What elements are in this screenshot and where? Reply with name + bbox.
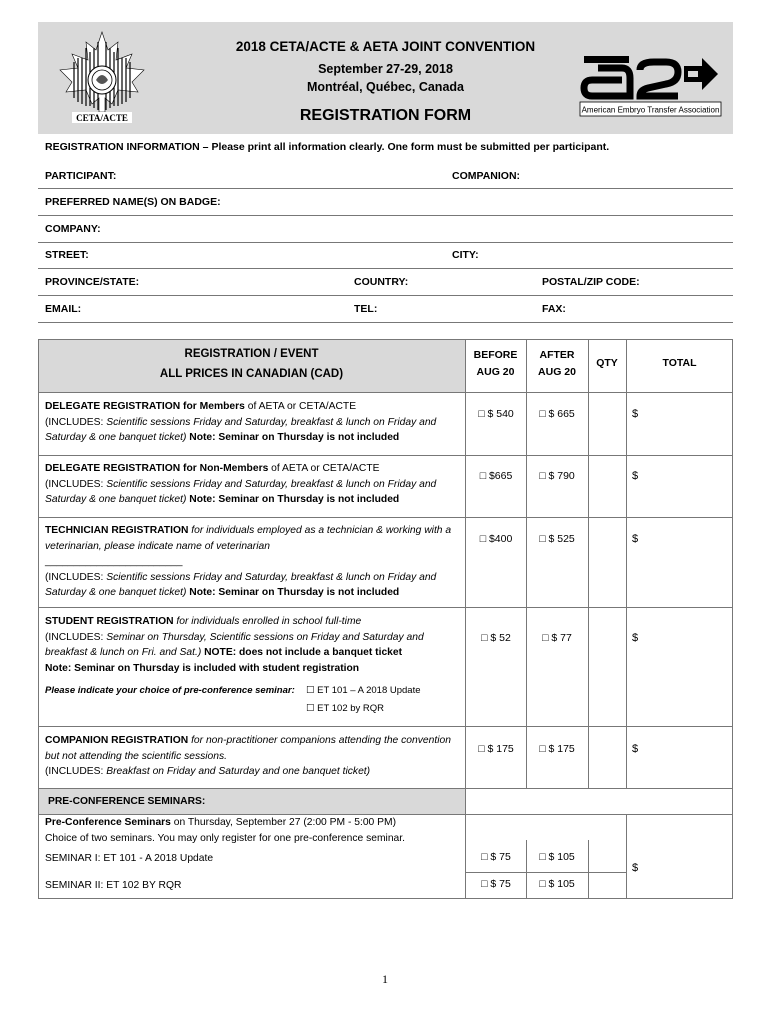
seminar-1-before-checkbox[interactable]: □ $ 75	[481, 851, 511, 863]
ceta-acte-logo-text: CETA/ACTE	[76, 113, 128, 123]
registration-instructions: REGISTRATION INFORMATION – Please print all information clearly. One form must be submitted per participant.	[45, 141, 610, 153]
seminar-choice-label: Please indicate your choice of pre-conference seminar:	[45, 685, 295, 696]
head-event-1: REGISTRATION / EVENT	[184, 348, 319, 360]
province-label: PROVINCE/STATE:	[45, 276, 140, 288]
form-title: REGISTRATION FORM	[299, 107, 472, 124]
row-divider	[465, 872, 626, 873]
price-before-checkbox[interactable]: □ $665	[479, 470, 513, 482]
event-location: Montréal, Québec, Canada	[307, 80, 464, 94]
street-label: STREET:	[45, 249, 89, 261]
col-divider-4b	[626, 814, 627, 899]
city-label: CITY:	[452, 249, 479, 261]
seminar-1-after-checkbox[interactable]: □ $ 105	[539, 851, 575, 863]
price-before-checkbox[interactable]: □ $ 52	[481, 632, 511, 644]
price-after-checkbox[interactable]: □ $ 665	[539, 408, 575, 420]
aeta-logo	[578, 54, 723, 124]
price-after-checkbox[interactable]: □ $ 525	[539, 533, 575, 545]
row-student: STUDENT REGISTRATION for individuals enrolled in school full-time (INCLUDES: Seminar on Thursday, Scientific sessions on Friday and Saturday and breakfast & lunch on Fri. and Sat.) NOTE: does not include a banquet ticket Note: Seminar on Thursday is included with student registration	[45, 616, 424, 674]
head-total: TOTAL	[662, 357, 697, 369]
company-line[interactable]	[38, 242, 733, 243]
email-label: EMAIL:	[45, 303, 82, 315]
seminar-1-label: SEMINAR I: ET 101 - A 2018 Update	[45, 853, 214, 864]
fax-label: FAX:	[542, 303, 566, 315]
price-before-checkbox[interactable]: □ $ 175	[478, 743, 514, 755]
row-divider	[38, 788, 733, 789]
head-qty: QTY	[596, 357, 618, 369]
header-banner	[38, 22, 733, 134]
col-divider-2b	[526, 840, 527, 899]
price-after-checkbox[interactable]: □ $ 175	[539, 743, 575, 755]
head-after-1: AFTER	[539, 349, 575, 361]
col-divider-3b	[588, 840, 589, 899]
participant-label: PARTICIPANT:	[45, 170, 117, 182]
row-technician: TECHNICIAN REGISTRATION for individuals employed as a technician & working with a veterinarian, please indicate name of veterinarian ________________________ (INCLUDES: Scientific sessions Friday and Saturday, breakfast & lunch on Friday and Saturday & one banquet ticket) Note: Seminar on Thursday is not included	[45, 525, 452, 598]
email-line[interactable]	[38, 322, 733, 323]
postal-label: POSTAL/ZIP CODE:	[542, 276, 640, 288]
col-divider-1	[465, 339, 466, 899]
col-divider-4	[626, 339, 627, 788]
head-before-1: BEFORE	[473, 349, 518, 361]
row-delegate-members: DELEGATE REGISTRATION for Members of AETA or CETA/ACTE (INCLUDES: Scientific sessions Friday and Saturday, breakfast & lunch on Friday and Saturday & one banquet ticket) Note: Seminar on Thursday is not included	[45, 401, 437, 443]
aeta-caption: American Embryo Transfer Association	[581, 105, 720, 115]
total-dollar[interactable]: $	[632, 470, 639, 482]
company-label: COMPANY:	[45, 223, 101, 235]
preferred-name-label: PREFERRED NAME(S) ON BADGE:	[45, 196, 221, 208]
row-delegate-nonmembers: DELEGATE REGISTRATION for Non-Members of AETA or CETA/ACTE (INCLUDES: Scientific sessions Friday and Saturday, breakfast & lunch on Friday and Saturday & one banquet ticket) Note: Seminar on Thursday is not included	[45, 463, 437, 505]
tel-label: TEL:	[354, 303, 378, 315]
head-event-2: ALL PRICES IN CANADIAN (CAD)	[159, 368, 344, 380]
preconf-header: PRE-CONFERENCE SEMINARS:	[48, 796, 206, 807]
row-companion: COMPANION REGISTRATION for non-practitioner companions attending the convention but not attending the scientific sessions. (INCLUDES: Breakfast on Friday and Saturday and one banquet ticket)	[45, 735, 451, 777]
row-divider	[38, 392, 733, 393]
head-after-2: AUG 20	[538, 366, 576, 378]
col-divider-3	[588, 339, 589, 788]
preferred-name-line[interactable]	[38, 215, 733, 216]
seminar-total-dollar[interactable]: $	[632, 862, 639, 874]
col-divider-2	[526, 339, 527, 788]
street-line[interactable]	[38, 268, 733, 269]
preconf-description: Pre-Conference Seminars on Thursday, September 27 (2:00 PM - 5:00 PM) Choice of two seminars. You may only register for one pre-conference seminar.	[45, 817, 405, 844]
total-dollar[interactable]: $	[632, 408, 639, 420]
seminar-choice-et102[interactable]: ☐ ET 102 by RQR	[306, 703, 385, 714]
participant-line[interactable]	[38, 188, 733, 189]
row-divider	[38, 607, 733, 608]
seminar-2-before-checkbox[interactable]: □ $ 75	[481, 878, 511, 890]
seminar-2-label: SEMINAR II: ET 102 BY RQR	[45, 880, 182, 891]
seminar-2-after-checkbox[interactable]: □ $ 105	[539, 878, 575, 890]
price-before-checkbox[interactable]: □ $400	[479, 533, 513, 545]
row-divider	[38, 517, 733, 518]
row-divider	[38, 455, 733, 456]
province-line[interactable]	[38, 295, 733, 296]
price-after-checkbox[interactable]: □ $ 77	[542, 632, 572, 644]
page-number: 1	[382, 972, 388, 986]
total-dollar[interactable]: $	[632, 632, 639, 644]
event-dates: September 27-29, 2018	[318, 62, 453, 76]
price-after-checkbox[interactable]: □ $ 790	[539, 470, 575, 482]
price-before-checkbox[interactable]: □ $ 540	[478, 408, 514, 420]
total-dollar[interactable]: $	[632, 743, 639, 755]
companion-label: COMPANION:	[452, 170, 521, 182]
seminar-choice-et101[interactable]: ☐ ET 101 – A 2018 Update	[306, 685, 421, 696]
country-label: COUNTRY:	[354, 276, 409, 288]
row-divider	[38, 726, 733, 727]
head-before-2: AUG 20	[476, 366, 515, 378]
event-title: 2018 CETA/ACTE & AETA JOINT CONVENTION	[235, 39, 536, 54]
total-dollar[interactable]: $	[632, 533, 639, 545]
